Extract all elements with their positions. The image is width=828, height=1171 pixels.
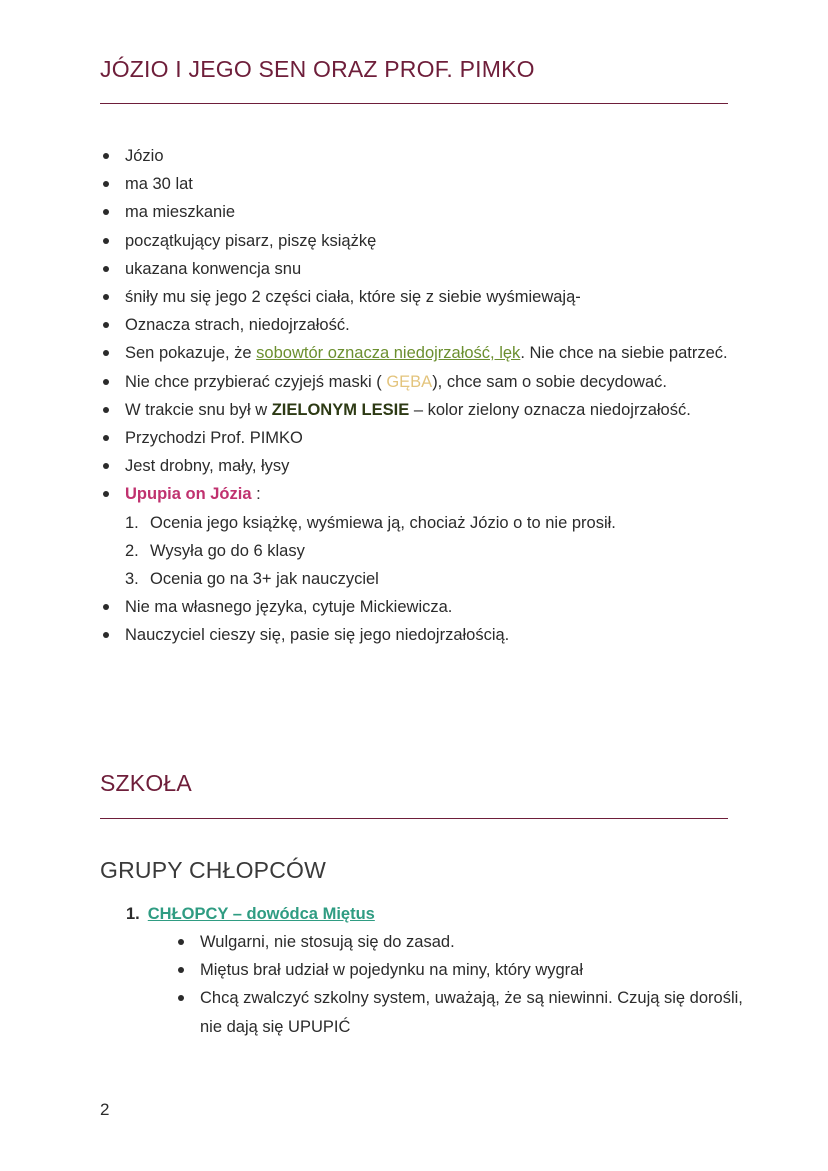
list-item: Jest drobny, mały, łysy: [100, 452, 740, 480]
item-number: 1.: [125, 513, 139, 532]
jozio-bullet-list: [100, 142, 740, 650]
group-chlopcy: [126, 900, 746, 1041]
item-text: Ocenia go na 3+ jak nauczyciel: [150, 570, 379, 589]
list-item: Przychodzi Prof. PIMKO: [100, 424, 740, 452]
section-title-jozio: JÓZIO I JEGO SEN ORAZ PROF. PIMKO: [100, 56, 535, 82]
group-bullet-list: [126, 928, 746, 1041]
group-title-link[interactable]: CHŁOPCY – dowódca Miętus: [147, 905, 375, 923]
list-item: [100, 480, 740, 593]
pimko-numbered-list: [100, 509, 740, 594]
list-item: śniły mu się jego 2 części ciała, które się z siebie wyśmiewają-: [100, 283, 740, 311]
text-segment: ), chce sam o sobie decydować.: [432, 372, 667, 391]
item-text: Ocenia jego książkę, wyśmiewa ją, chociaż Józio o to nie prosił.: [150, 513, 616, 532]
list-item: Józio: [100, 142, 740, 170]
numbered-item: [100, 509, 740, 537]
text-segment: W trakcie snu był w: [125, 400, 272, 419]
geba-highlight: GĘBA: [386, 372, 433, 391]
item-number: 2.: [125, 541, 139, 560]
list-item: ma 30 lat: [100, 170, 740, 198]
text-segment: :: [251, 485, 261, 504]
list-item: Miętus brał udział w pojedynku na miny, który wygrał: [126, 956, 746, 984]
zielony-las-bold: ZIELONYM LESIE: [271, 400, 410, 419]
group-title: [126, 900, 746, 928]
section-title-grupy: GRUPY CHŁOPCÓW: [100, 857, 327, 883]
sobowtor-link[interactable]: sobowtór oznacza niedojrzałość, lęk: [256, 344, 521, 363]
list-item: Nauczyciel cieszy się, pasie się jego niedojrzałością.: [100, 621, 740, 649]
group-number: 1.: [126, 905, 140, 923]
heading-rule: [100, 818, 728, 819]
heading-rule: [100, 103, 728, 104]
list-item: Nie ma własnego języka, cytuje Mickiewicza.: [100, 593, 740, 621]
list-item: ukazana konwencja snu: [100, 255, 740, 283]
list-item: Oznacza strach, niedojrzałość.: [100, 311, 740, 339]
numbered-item: [100, 565, 740, 593]
list-item: początkujący pisarz, piszę książkę: [100, 227, 740, 255]
list-item: Chcą zwalczyć szkolny system, uważają, że są niewinni. Czują się dorośli, nie dają się UPUPIĆ: [126, 984, 746, 1040]
text-segment: Nie chce przybierać czyjejś maski (: [125, 372, 387, 391]
text-segment: – kolor zielony oznacza niedojrzałość.: [409, 400, 691, 419]
list-item: Wulgarni, nie stosują się do zasad.: [126, 928, 746, 956]
page-number: 2: [100, 1100, 110, 1119]
text-segment: . Nie chce na siebie patrzeć.: [520, 344, 728, 363]
upupia-bold: Upupia on Józia: [125, 485, 252, 504]
section-title-szkola: SZKOŁA: [100, 770, 192, 796]
text-segment: Sen pokazuje, że: [125, 344, 257, 363]
list-item: [100, 339, 740, 367]
numbered-item: [100, 537, 740, 565]
list-item: [100, 368, 740, 396]
list-item: ma mieszkanie: [100, 198, 740, 226]
item-number: 3.: [125, 570, 139, 589]
item-text: Wysyła go do 6 klasy: [150, 541, 305, 560]
list-item: [100, 396, 740, 424]
